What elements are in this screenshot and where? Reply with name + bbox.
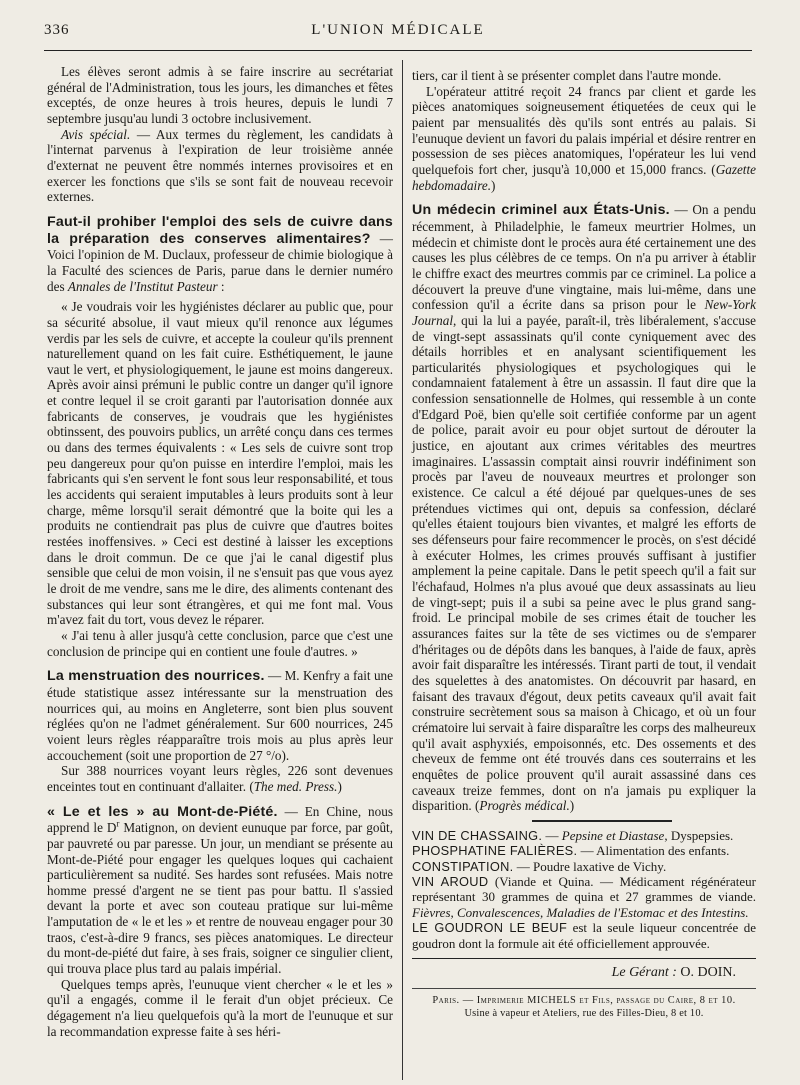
paragraph-registration: Les élèves seront admis à se faire inscrire au secrétariat général de l'Administration, tous les jours, les dimanches et fêtes exceptés, de onze heures à trois heures, depuis le lundi 7 septembre jusqu'au lundi 3 octobre inclusivement. bbox=[47, 64, 393, 126]
special-notice-lead: Avis spécial. bbox=[61, 126, 131, 142]
heading-copper-salts: Faut-il prohiber l'emploi des sels de cuivre dans la préparation des conserves alimentaires? bbox=[47, 213, 393, 247]
footer-rule bbox=[412, 958, 756, 959]
advert-vin-chassaing: VIN DE CHASSAING. — Pepsine et Diastase, Dyspepsies. bbox=[412, 827, 734, 843]
printer-line-2: Usine à vapeur et Ateliers, rue des Filles-Dieu, 8 et 10. bbox=[464, 1008, 704, 1020]
source-gazette: Gazette hebdomadaire. bbox=[412, 161, 756, 193]
header-rule bbox=[44, 50, 752, 51]
printer-line-1: Paris. — Imprimerie MICHELS et Fils, passage du Caire, 8 et 10. bbox=[432, 995, 736, 1007]
left-column bbox=[47, 64, 393, 1039]
paragraph-duclaux-conclusion: « J'ai tenu à aller jusqu'à cette conclusion, parce que c'est une conclusion de principe qui en contient une foule d'autres. » bbox=[47, 627, 393, 659]
page-header bbox=[44, 22, 752, 44]
advert-vin-aroud: VIN AROUD (Viande et Quina. — Médicament régénérateur représentant 30 grammes de quina et 27 grammes de viande. Fièvres, Convalescences, Maladies de l'Estomac et des Intestins. bbox=[412, 874, 756, 920]
paragraph-eunuque: Quelques temps après, l'eunuque vient chercher « le et les » qu'il a engagés, comme il le ferait d'un objet précieux. Ce dégagement n'a lieu quelquefois qu'à la mort de l'eunuque et sur la recommandation expresse faite à ses héri- bbox=[47, 976, 393, 1039]
advert-phosphatine: PHOSPHATINE FALIÈRES. — Alimentation des enfants. bbox=[412, 843, 730, 859]
advert-goudron: LE GOUDRON LE BEUF est la seule liqueur concentrée de goudron dont la formule ait été officiellement approuvée. bbox=[412, 920, 756, 951]
paragraph-nourrices: Sur 388 nourrices voyant leurs règles, 226 sont devenues enceintes tout en continuant d'allaiter. (The med. Press.) bbox=[47, 763, 393, 794]
paragraph-duclaux-quote: « Je voudrais voir les hygiénistes déclarer au public que, pour sa sécurité absolue, il vaut mieux qu'il renonce aux légumes verdis par les sels de cuivre, et accepte la couleur qu'ils prennent naturellement quand on les fait cuire. Esthétiquement, le jaune vaut le vert, et physiologiquement, le jaune est moins dangereux. Après avoir ainsi prémuni le public contre un danger qu'il ignore et contre lequel il se croit garanti par l'autorisation donnée aux fabricants de conserves, je voudrais que les hygiénistes obtinssent, des pouvoirs publics, un arrêté conçu dans ces termes ou dans des termes équivalents : « Les sels de cuivre sont trop peu dangereux pour qu'on puisse en interdire l'emploi, mais les fabricants qui s'en servent le font sous leur responsabilité, et tous les accidents qui seraient imputables à leurs produits sont à leur charge, même lorsqu'il serait démontré que la boite qui les a produits ne contiendrait pas plus de cuivre que d'autres boites restées inoffensives. » Ceci est destiné à laisser les exceptions dans le droit commun. De ce que j'ai le canal digestif plus sensible que celui de mon voisin, il ne s'ensuit pas que vous ayez le droit de me vendre, sans me le dire, des aliments contenant des substances qui leur sont étrangères, et qui me font mal. Vous m'avez fait du tort, vous devez le réparer. bbox=[47, 299, 393, 628]
advert-constipation: CONSTIPATION. — Poudre laxative de Vichy. bbox=[412, 858, 667, 874]
article-copper-salts: Faut-il prohiber l'emploi des sels de cuivre dans la préparation des conserves alimentaires? — Voici l'opinion de M. Duclaux, professeur de chimie biologique à la Faculté des sciences de Paris, parue dans le dernier numéro des Annales de l'Institut Pasteur : bbox=[47, 213, 393, 294]
printer-rule bbox=[412, 988, 756, 989]
article-holmes: Un médecin criminel aux États-Unis. — On a pendu récemment, à Philadelphie, le fameux meurtrier Holmes, un médecin et chimiste dont le procès aura été certainement une des causes les plus célèbres de ce temps. On n'a pu arriver à établir le chiffre exact des meurtres commis par ce criminel. La police a découvert la preuve d'une vingtaine, mais lui-même, dans une confession qu'il a écrite dans sa prison pour le New-York Journal, qui la lui a payée, paraît-il, très libéralement, s'accuse de vingt-sept assassinats qu'il conte cyniquement avec des détails horribles et en analysant scientifiquement les particularités physiologiques et psychologiques qui le condamnaient fatalement à être un assassin. Il faut dire que la confession sensationnelle de Holmes, qui ressemble à un conte d'Edgard Poë, bien qu'elle soit certifiée conforme par un agent de police, parait avoir eu pour objet surtout de dérouter la justice, en ajoutant aux crimes véritables des meurtres imaginaires. L'assassin comptait ainsi rouvrir indéfiniment son procès par l'aveu de nouveaux meurtres et prolonger son existence. Ce calcul a été déjoué par quelques-unes de ses prétendues victimes qui ont, depuis sa confession, déclaré qu'elles étaient toujours bien vivantes, et malgré les efforts de ses défenseurs pour faire recommencer le procès, on s'est décidé à exécuter Holmes, les crimes prouvés suffisant à justifier amplement la peine capitale. Dans le petit speech qu'il a fait sur l'échafaud, Holmes n'a plus avoué que deux assassinats au lieu de vingt-sept; puis il a subi sa peine avec le plus grand sang-froid. Le principal mobile de ses crimes était de toucher les assurances faites sur la tête de ses victimes ou de s'emparer d'héritages ou de dépôts dans les banques, à l'aide de faux, après avoir fait disparaître les intéressés. Tirant parti de tout, il vendait des squelettes à des anatomistes. On découvrit par hasard, en faisant des travaux d'égout, deux petits caveaux qu'il avait fait construire secrètement sous sa maison à Chicago, et où un four crématoire lui servait à faire disparaître les corps des malheureux qu'il avait asphyxiés, empoisonnés, etc. Des ossements et des cheveux de femme ont été trouvés dans ces souterrains et les enquêtes de police prouvent qu'il aurait assassiné dans ces caveaux treize femmes, dont on n'a jamais pu expliquer la disparition. (Progrès médical.) bbox=[412, 202, 756, 814]
annales-citation: Annales de l'Institut Pasteur bbox=[67, 278, 218, 294]
gerant-signature: Le Gérant : O. DOIN. bbox=[611, 965, 736, 981]
article-menstruation: La menstruation des nourrices. — M. Kenfry a fait une étude statistique assez intéressante sur la menstruation des nourrices qui, au moins en Angleterre, sont bien plus souvent réglées qu'on ne l'admet généralement. Sur 600 nourrices, 245 voient leurs règles réapparaître trois mois au plus après leur accouchement (soit une proportion de 27 °/o). bbox=[47, 668, 393, 763]
pharmacy-adverts bbox=[412, 828, 756, 951]
new-york-journal: New-York Journal bbox=[412, 297, 756, 328]
heading-menstruation: La menstruation des nourrices. bbox=[47, 668, 265, 685]
source-progres-medical: Progrès médical. bbox=[479, 798, 570, 814]
heading-holmes: Un médecin criminel aux États-Unis. bbox=[412, 202, 670, 219]
paragraph-operateur: L'opérateur attitré reçoit 24 francs par client et garde les pièces anatomiques soigneusement étiquetées de ceux qui le paient par mensualités dès qu'ils sont entrés au palais. Si l'eunuque devient un favori du palais impérial et désire rentrer en possession de ses pièces anatomiques, l'opérateur les lui vend quelquefois fort cher, jusqu'à 10,000 et 15,000 francs. (Gazette hebdomadaire.) bbox=[412, 83, 756, 193]
advert-top-rule bbox=[532, 820, 672, 822]
column-divider bbox=[402, 60, 403, 1080]
page-number: 336 bbox=[44, 22, 70, 38]
running-title: L'UNION MÉDICALE bbox=[311, 22, 485, 38]
paragraph-special-notice bbox=[47, 127, 393, 205]
special-notice-text: — Aux termes du règlement, les candidats à l'internat parvenus à l'expiration de leur troisième année d'externat ne peuvent être nommés internes provisoires et en exercer les fonctions que s'ils se sont fait de nouveau recevoir externes. bbox=[47, 126, 393, 205]
printer-imprint bbox=[412, 994, 756, 1020]
paragraph-continuation: tiers, car il tient à se présenter complet dans l'autre monde. bbox=[412, 68, 722, 83]
heading-mont-de-piete: « Le et les » au Mont-de-Piété. bbox=[47, 803, 278, 820]
article-mont-de-piete: « Le et les » au Mont-de-Piété. — En Chine, nous apprend le $D^r$ Matignon, on devient eunuque par force, par goût, par pauvreté ou par paresse. Un jour, un mendiant se présente au Mont-de-Piété pour engager les quelques loques qui cachaient particulièrement sa nudité. Ses hardes sont refusées. Mais notre homme pressé d'argent ne se tient pas pour battu. Il s'assied devant la porte et avec son couteau pratique sur lui-même l'amputation de « le et les » et rentre de nouveau engager pour 30 traos, c'est-à-dire 9 francs, ses pièces anatomiques. Le directeur du mont-de-piété dut faire, à ses frais, soigner ce singulier client, qui trouva place plus tard au palais impérial. bbox=[47, 803, 394, 977]
source-med-press: The med. Press. bbox=[253, 778, 338, 794]
right-column bbox=[412, 68, 756, 1020]
